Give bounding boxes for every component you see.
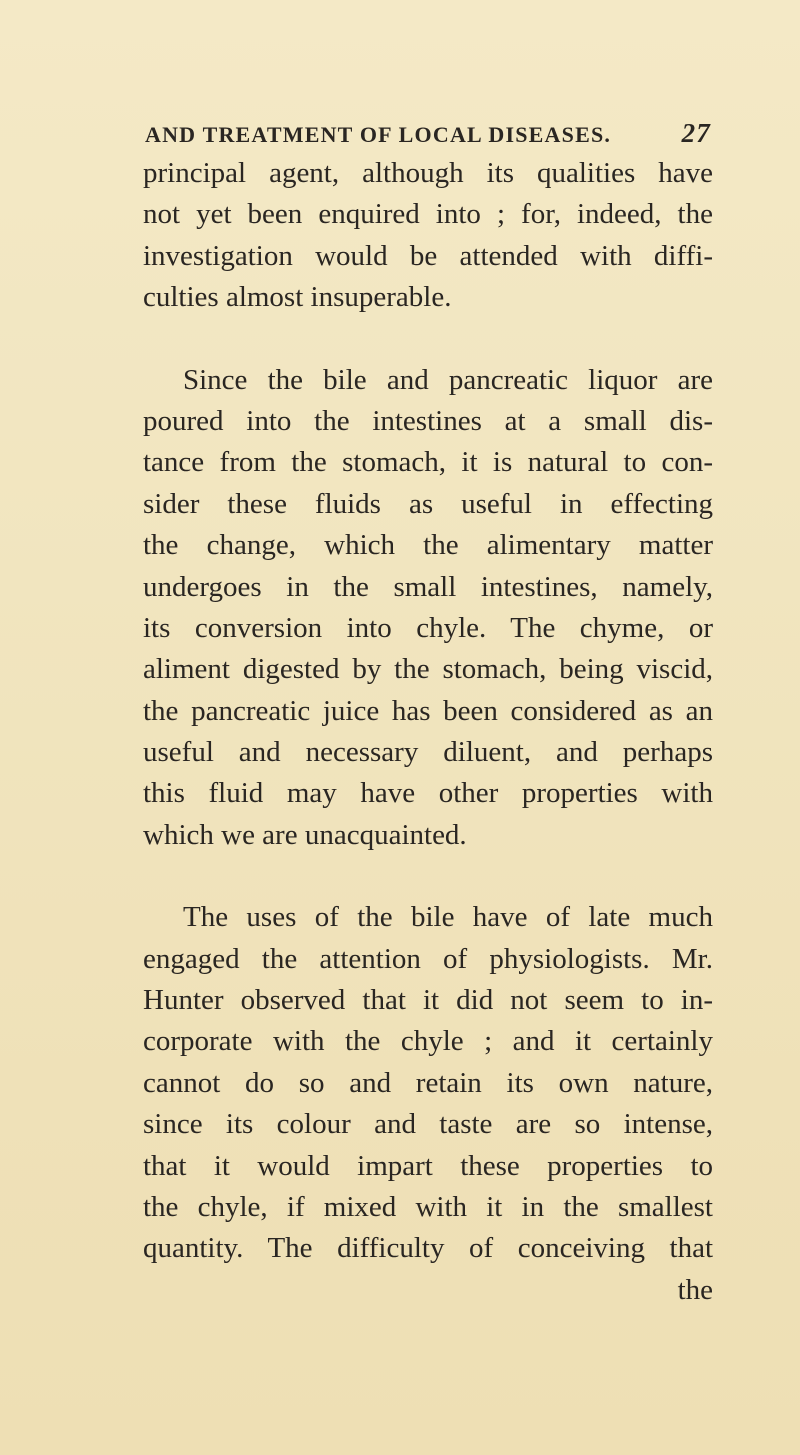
text-line: corporate with the chyle ; and it certainly xyxy=(143,1025,713,1058)
text-line: this fluid may have other properties with xyxy=(143,777,713,810)
text-line: culties almost insuperable. xyxy=(143,281,452,314)
text-line: the pancreatic juice has been considered as an xyxy=(143,694,713,727)
text-line: Since the bile and pancreatic liquor are xyxy=(183,363,713,396)
text-line: undergoes in the small intestines, namely, xyxy=(143,570,713,603)
running-head xyxy=(145,118,711,152)
catchword: the xyxy=(677,1273,713,1306)
text-line: quantity. The difficulty of conceiving that xyxy=(143,1232,713,1265)
text-line: its conversion into chyle. The chyme, or xyxy=(143,611,713,644)
text-line: sider these fluids as useful in effecting xyxy=(143,487,713,520)
text-line: aliment digested by the stomach, being viscid, xyxy=(143,653,713,686)
text-line: The uses of the bile have of late much xyxy=(183,901,713,934)
paragraph xyxy=(143,897,713,1270)
page-number: 27 xyxy=(681,118,711,148)
text-line: tance from the stomach, it is natural to con- xyxy=(143,446,713,479)
paragraph-gap xyxy=(143,319,713,360)
text-line: useful and necessary diluent, and perhaps xyxy=(143,736,713,769)
text-line: poured into the intestines at a small dis- xyxy=(143,404,713,437)
paragraph xyxy=(143,360,713,857)
text-line: not yet been enquired into ; for, indeed, the xyxy=(143,198,713,231)
text-line: since its colour and taste are so intense, xyxy=(143,1108,713,1141)
paragraph-gap xyxy=(143,856,713,897)
text-line: that it would impart these properties to xyxy=(143,1149,713,1182)
text-line: Hunter observed that it did not seem to in- xyxy=(143,984,713,1017)
text-line: the change, which the alimentary matter xyxy=(143,529,713,562)
text-line: cannot do so and retain its own nature, xyxy=(143,1066,713,1099)
text-line: engaged the attention of physiologists. Mr. xyxy=(143,942,713,975)
paragraph xyxy=(143,153,713,319)
body-text xyxy=(143,153,713,1311)
text-line: the chyle, if mixed with it in the smallest xyxy=(143,1190,713,1223)
running-head-title: AND TREATMENT OF LOCAL DISEASES. xyxy=(145,122,612,147)
text-line: principal agent, although its qualities have xyxy=(143,157,713,189)
text-line: investigation would be attended with diffi- xyxy=(143,239,713,272)
text-line: which we are unacquainted. xyxy=(143,818,467,851)
